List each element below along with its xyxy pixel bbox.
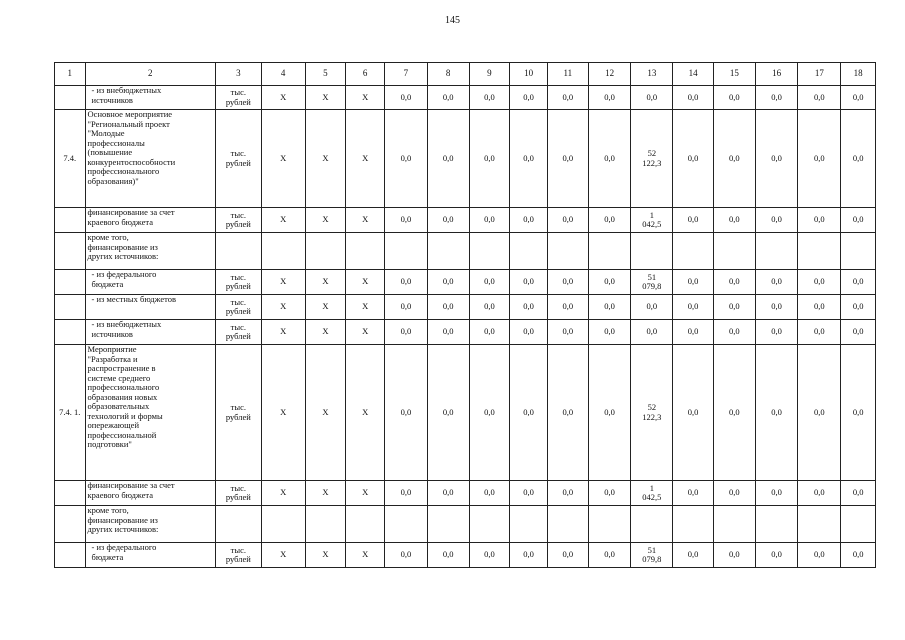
- value-cell: [841, 506, 876, 543]
- value-cell: 0,0: [755, 543, 798, 568]
- value-cell: 0,0: [798, 270, 841, 295]
- value-cell: [798, 506, 841, 543]
- row-label-cell: Мероприятие "Разработка и распространение в системе среднего профессионального образования новых образовательных технологий и формы опережающей профессиональной подготовки": [85, 345, 215, 481]
- value-cell: 0,0: [588, 270, 631, 295]
- row-label-cell: - из федерального бюджета: [85, 270, 215, 295]
- value-cell: 0,0: [547, 345, 588, 481]
- value-cell: Х: [346, 270, 385, 295]
- value-cell: [384, 506, 427, 543]
- value-cell: 0,0: [510, 295, 548, 320]
- value-cell: Х: [305, 481, 346, 506]
- row-label-cell: - из федерального бюджета: [85, 543, 215, 568]
- value-cell: 0,0: [427, 270, 469, 295]
- header-cell: 13: [631, 63, 673, 86]
- value-cell: [755, 506, 798, 543]
- value-cell: [547, 506, 588, 543]
- value-cell: 0,0: [841, 320, 876, 345]
- value-cell: [261, 506, 305, 543]
- value-cell: 0,0: [673, 295, 714, 320]
- value-cell: [547, 233, 588, 270]
- table-row: [55, 208, 876, 233]
- value-cell: [588, 506, 631, 543]
- value-cell: 0,0: [841, 110, 876, 208]
- value-cell: 0,0: [631, 86, 673, 110]
- unit-cell: тыс. рублей: [215, 481, 261, 506]
- value-cell: Х: [346, 320, 385, 345]
- value-cell: 0,0: [713, 481, 755, 506]
- table-row: [55, 320, 876, 345]
- value-cell: 0,0: [469, 345, 510, 481]
- row-number-cell: [55, 481, 86, 506]
- header-cell: 15: [713, 63, 755, 86]
- row-label-cell: Основное мероприятие "Региональный проект "Молодые профессионалы (повышение конкурентоспособности профессионального образования)": [85, 110, 215, 208]
- value-cell: 0,0: [713, 320, 755, 345]
- value-cell: 0,0: [547, 86, 588, 110]
- row-number-cell: [55, 270, 86, 295]
- table-row: [55, 270, 876, 295]
- value-cell: Х: [261, 320, 305, 345]
- value-cell: 0,0: [510, 481, 548, 506]
- value-cell: [713, 506, 755, 543]
- row-number-cell: [55, 86, 86, 110]
- value-cell: Х: [346, 110, 385, 208]
- table-row: [55, 295, 876, 320]
- value-cell: 0,0: [673, 110, 714, 208]
- value-cell: [469, 233, 510, 270]
- value-cell: 0,0: [547, 295, 588, 320]
- value-cell: Х: [346, 295, 385, 320]
- value-cell: 0,0: [798, 345, 841, 481]
- value-cell: [631, 233, 673, 270]
- value-cell: 0,0: [588, 543, 631, 568]
- table-row: [55, 345, 876, 481]
- budget-table: [54, 62, 876, 568]
- value-cell: 0,0: [713, 86, 755, 110]
- row-label-cell: кроме того, финансирование из других источников:: [85, 233, 215, 270]
- table-row: [55, 481, 876, 506]
- header-cell: 14: [673, 63, 714, 86]
- value-cell: Х: [305, 208, 346, 233]
- header-cell: 6: [346, 63, 385, 86]
- value-cell: 0,0: [510, 110, 548, 208]
- table-row: [55, 506, 876, 543]
- value-cell: 0,0: [755, 295, 798, 320]
- value-cell: 51 079,8: [631, 543, 673, 568]
- value-cell: 0,0: [427, 320, 469, 345]
- value-cell: 0,0: [713, 270, 755, 295]
- value-cell: 0,0: [755, 270, 798, 295]
- value-cell: 0,0: [673, 86, 714, 110]
- row-label-cell: кроме того, финансирование из других источников:: [85, 506, 215, 543]
- value-cell: 0,0: [510, 270, 548, 295]
- value-cell: 0,0: [384, 86, 427, 110]
- value-cell: 0,0: [673, 345, 714, 481]
- unit-cell: [215, 233, 261, 270]
- value-cell: 0,0: [755, 110, 798, 208]
- header-cell: 3: [215, 63, 261, 86]
- value-cell: 0,0: [798, 208, 841, 233]
- value-cell: [346, 506, 385, 543]
- value-cell: 0,0: [798, 295, 841, 320]
- value-cell: 0,0: [755, 208, 798, 233]
- value-cell: 0,0: [798, 110, 841, 208]
- value-cell: 0,0: [713, 110, 755, 208]
- value-cell: 0,0: [755, 345, 798, 481]
- value-cell: 0,0: [588, 295, 631, 320]
- row-label-cell: финансирование за счет краевого бюджета: [85, 481, 215, 506]
- value-cell: 0,0: [427, 481, 469, 506]
- unit-cell: тыс. рублей: [215, 320, 261, 345]
- unit-cell: тыс. рублей: [215, 345, 261, 481]
- value-cell: 0,0: [427, 86, 469, 110]
- value-cell: 0,0: [384, 481, 427, 506]
- value-cell: [510, 233, 548, 270]
- header-cell: 2: [85, 63, 215, 86]
- row-label-cell: финансирование за счет краевого бюджета: [85, 208, 215, 233]
- value-cell: 0,0: [384, 110, 427, 208]
- value-cell: 0,0: [841, 295, 876, 320]
- value-cell: 0,0: [588, 320, 631, 345]
- value-cell: [427, 506, 469, 543]
- table-row: [55, 110, 876, 208]
- unit-cell: тыс. рублей: [215, 208, 261, 233]
- row-number-cell: [55, 208, 86, 233]
- value-cell: 0,0: [547, 208, 588, 233]
- value-cell: 52 122,3: [631, 345, 673, 481]
- header-cell: 4: [261, 63, 305, 86]
- value-cell: Х: [305, 295, 346, 320]
- unit-cell: тыс. рублей: [215, 270, 261, 295]
- table-row: [55, 233, 876, 270]
- value-cell: 0,0: [469, 110, 510, 208]
- row-number-cell: [55, 233, 86, 270]
- value-cell: 0,0: [755, 481, 798, 506]
- value-cell: 0,0: [510, 543, 548, 568]
- value-cell: Х: [261, 345, 305, 481]
- header-cell: 5: [305, 63, 346, 86]
- value-cell: 1 042,5: [631, 481, 673, 506]
- value-cell: 0,0: [673, 270, 714, 295]
- value-cell: 0,0: [588, 110, 631, 208]
- value-cell: 0,0: [384, 295, 427, 320]
- value-cell: 0,0: [588, 86, 631, 110]
- value-cell: 0,0: [713, 345, 755, 481]
- header-cell: 7: [384, 63, 427, 86]
- value-cell: [755, 233, 798, 270]
- value-cell: 0,0: [469, 270, 510, 295]
- value-cell: Х: [261, 208, 305, 233]
- value-cell: 0,0: [427, 345, 469, 481]
- value-cell: Х: [261, 481, 305, 506]
- row-label-cell: - из внебюджетных источников: [85, 86, 215, 110]
- value-cell: Х: [261, 543, 305, 568]
- value-cell: 0,0: [547, 481, 588, 506]
- value-cell: 0,0: [841, 481, 876, 506]
- value-cell: Х: [346, 543, 385, 568]
- value-cell: [673, 233, 714, 270]
- value-cell: Х: [305, 345, 346, 481]
- value-cell: Х: [261, 86, 305, 110]
- value-cell: [588, 233, 631, 270]
- value-cell: [469, 506, 510, 543]
- value-cell: Х: [346, 481, 385, 506]
- value-cell: Х: [261, 110, 305, 208]
- value-cell: 0,0: [588, 208, 631, 233]
- value-cell: 0,0: [510, 345, 548, 481]
- value-cell: 0,0: [713, 543, 755, 568]
- value-cell: Х: [346, 208, 385, 233]
- value-cell: 0,0: [427, 208, 469, 233]
- value-cell: Х: [261, 295, 305, 320]
- value-cell: 0,0: [713, 208, 755, 233]
- value-cell: 0,0: [798, 481, 841, 506]
- value-cell: 0,0: [469, 320, 510, 345]
- row-label-cell: - из внебюджетных источников: [85, 320, 215, 345]
- value-cell: [261, 233, 305, 270]
- value-cell: 0,0: [384, 543, 427, 568]
- value-cell: 0,0: [673, 543, 714, 568]
- value-cell: 1 042,5: [631, 208, 673, 233]
- unit-cell: тыс. рублей: [215, 295, 261, 320]
- value-cell: [631, 506, 673, 543]
- value-cell: [673, 506, 714, 543]
- value-cell: [346, 233, 385, 270]
- header-cell: 12: [588, 63, 631, 86]
- value-cell: 0,0: [384, 345, 427, 481]
- header-cell: 17: [798, 63, 841, 86]
- value-cell: 0,0: [798, 320, 841, 345]
- value-cell: 0,0: [673, 208, 714, 233]
- value-cell: 0,0: [841, 86, 876, 110]
- table-row: [55, 543, 876, 568]
- value-cell: Х: [305, 543, 346, 568]
- value-cell: 0,0: [547, 270, 588, 295]
- value-cell: [510, 506, 548, 543]
- header-row: [55, 63, 876, 86]
- value-cell: [427, 233, 469, 270]
- value-cell: 0,0: [588, 481, 631, 506]
- value-cell: 0,0: [547, 110, 588, 208]
- value-cell: 0,0: [469, 481, 510, 506]
- header-cell: 18: [841, 63, 876, 86]
- value-cell: 0,0: [384, 270, 427, 295]
- value-cell: 0,0: [384, 208, 427, 233]
- unit-cell: [215, 506, 261, 543]
- value-cell: 0,0: [547, 320, 588, 345]
- header-cell: 9: [469, 63, 510, 86]
- value-cell: 0,0: [427, 295, 469, 320]
- value-cell: 0,0: [841, 345, 876, 481]
- value-cell: 0,0: [755, 320, 798, 345]
- value-cell: 0,0: [631, 295, 673, 320]
- value-cell: 0,0: [510, 86, 548, 110]
- value-cell: Х: [346, 345, 385, 481]
- value-cell: 0,0: [798, 543, 841, 568]
- value-cell: [305, 506, 346, 543]
- value-cell: 0,0: [631, 320, 673, 345]
- value-cell: 52 122,3: [631, 110, 673, 208]
- value-cell: 0,0: [841, 543, 876, 568]
- value-cell: 0,0: [469, 295, 510, 320]
- value-cell: Х: [305, 320, 346, 345]
- value-cell: Х: [261, 270, 305, 295]
- header-cell: 8: [427, 63, 469, 86]
- value-cell: 0,0: [469, 543, 510, 568]
- value-cell: 0,0: [673, 320, 714, 345]
- header-cell: 1: [55, 63, 86, 86]
- value-cell: [798, 233, 841, 270]
- row-number-cell: [55, 320, 86, 345]
- header-cell: 16: [755, 63, 798, 86]
- value-cell: Х: [346, 86, 385, 110]
- row-number-cell: 7.4. 1.: [55, 345, 86, 481]
- value-cell: 0,0: [713, 295, 755, 320]
- row-number-cell: [55, 295, 86, 320]
- value-cell: 0,0: [469, 86, 510, 110]
- value-cell: 51 079,8: [631, 270, 673, 295]
- table-row: [55, 86, 876, 110]
- value-cell: 0,0: [547, 543, 588, 568]
- row-number-cell: 7.4.: [55, 110, 86, 208]
- value-cell: 0,0: [755, 86, 798, 110]
- value-cell: Х: [305, 86, 346, 110]
- value-cell: [841, 233, 876, 270]
- value-cell: 0,0: [841, 208, 876, 233]
- value-cell: Х: [305, 110, 346, 208]
- value-cell: 0,0: [469, 208, 510, 233]
- row-number-cell: [55, 506, 86, 543]
- value-cell: [384, 233, 427, 270]
- unit-cell: тыс. рублей: [215, 110, 261, 208]
- value-cell: 0,0: [673, 481, 714, 506]
- value-cell: 0,0: [510, 208, 548, 233]
- row-number-cell: [55, 543, 86, 568]
- value-cell: 0,0: [384, 320, 427, 345]
- value-cell: Х: [305, 270, 346, 295]
- value-cell: 0,0: [510, 320, 548, 345]
- row-label-cell: - из местных бюджетов: [85, 295, 215, 320]
- value-cell: [305, 233, 346, 270]
- unit-cell: тыс. рублей: [215, 86, 261, 110]
- unit-cell: тыс. рублей: [215, 543, 261, 568]
- value-cell: 0,0: [427, 110, 469, 208]
- value-cell: 0,0: [588, 345, 631, 481]
- value-cell: [713, 233, 755, 270]
- header-cell: 10: [510, 63, 548, 86]
- page-number: 145: [445, 15, 460, 26]
- value-cell: 0,0: [798, 86, 841, 110]
- header-cell: 11: [547, 63, 588, 86]
- value-cell: 0,0: [427, 543, 469, 568]
- value-cell: 0,0: [841, 270, 876, 295]
